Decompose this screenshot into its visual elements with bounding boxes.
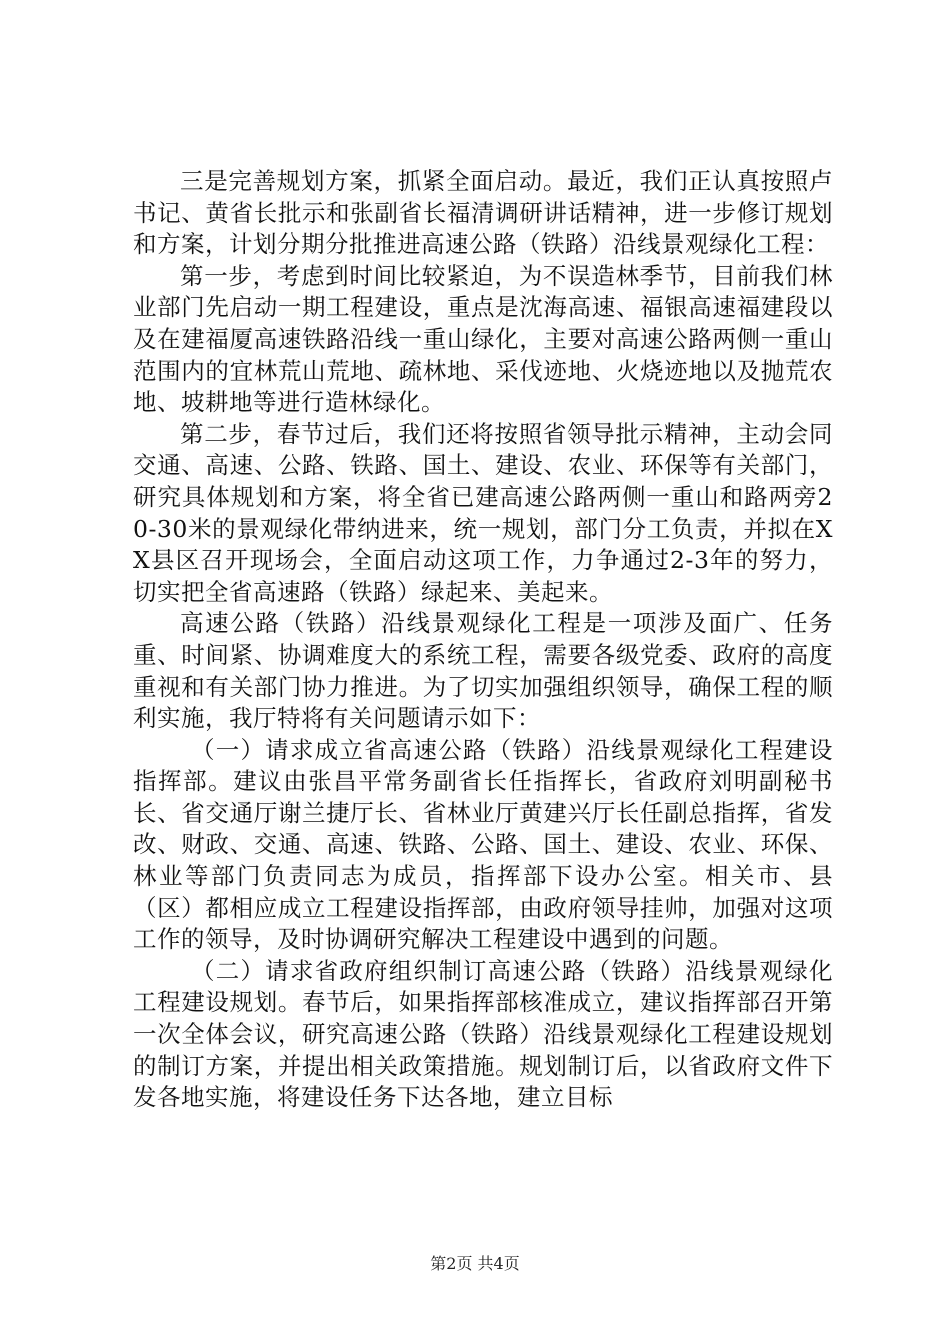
paragraph-request-intro: 高速公路（铁路）沿线景观绿化工程是一项涉及面广、任务重、时间紧、协调难度大的系统工程，需要各级党委、政府的高度重视和有关部门协力推进。为了切实加强组织领导，确保工程的顺利实施，我厅特将有关问题请示如下： [133, 609, 833, 733]
paragraph-request-two: （二）请求省政府组织制订高速公路（铁路）沿线景观绿化工程建设规划。春节后，如果指挥部核准成立，建议指挥部召开第一次全体会议，研究高速公路（铁路）沿线景观绿化工程建设规划的制订方案，并提出相关政策措施。规划制订后，以省政府文件下发各地实施，将建设任务下达各地，建立目标 [133, 956, 833, 1112]
page-footer: 第2页 共4页 [430, 1254, 520, 1273]
paragraph-plan-launch: 三是完善规划方案，抓紧全面启动。最近，我们正认真按照卢书记、黄省长批示和张副省长福清调研讲话精神，进一步修订规划和方案，计划分期分批推进高速公路（铁路）沿线景观绿化工程： [133, 167, 833, 259]
paragraph-step-one: 第一步，考虑到时间比较紧迫，为不误造林季节，目前我们林业部门先启动一期工程建设，重点是沈海高速、福银高速福建段以及在建福厦高速铁路沿线一重山绿化，主要对高速公路两侧一重山范围内的宜林荒山荒地、疏林地、采伐迹地、火烧迹地以及抛荒农地、坡耕地等进行造林绿化。 [133, 261, 833, 417]
paragraph-request-one: （一）请求成立省高速公路（铁路）沿线景观绿化工程建设指挥部。建议由张昌平常务副省长任指挥长，省政府刘明副秘书长、省交通厅谢兰捷厅长、省林业厅黄建兴厅长任副总指挥，省发改、财政、交通、高速、铁路、公路、国土、建设、农业、环保、林业等部门负责同志为成员，指挥部下设办公室。相关市、县（区）都相应成立工程建设指挥部，由政府领导挂帅，加强对这项工作的领导，及时协调研究解决工程建设中遇到的问题。 [133, 735, 833, 954]
document-body [133, 166, 833, 1114]
paragraph-step-two: 第二步，春节过后，我们还将按照省领导批示精神，主动会同交通、高速、公路、铁路、国土、建设、农业、环保等有关部门，研究具体规划和方案，将全省已建高速公路两侧一重山和路两旁20-30米的景观绿化带纳进来，统一规划，部门分工负责，并拟在XX县区召开现场会，全面启动这项工作，力争通过2-3年的努力，切实把全省高速路（铁路）绿起来、美起来。 [133, 419, 833, 606]
